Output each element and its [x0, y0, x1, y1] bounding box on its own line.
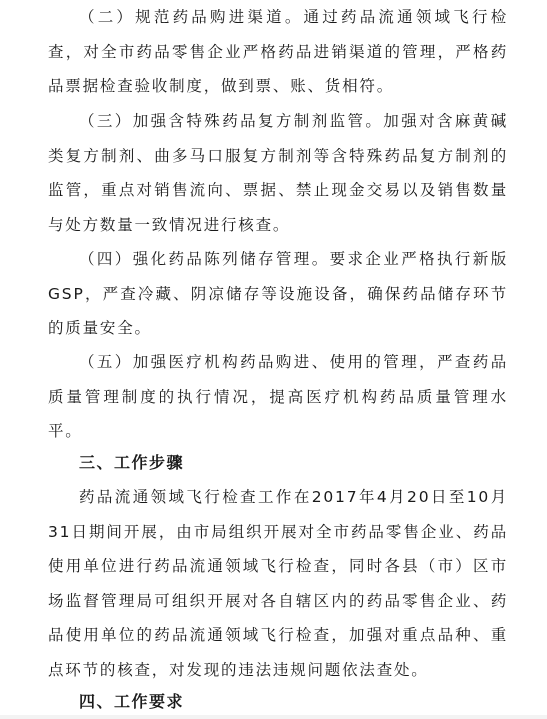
paragraph-work-steps: 药品流通领域飞行检查工作在2017年4月20日至10月31日期间开展，由市局组织开展对全市药品零售企业、药品使用单位进行药品流通领域飞行检查，同时各县（市）区市场监督管理局可组织开展对各自辖区内的药品零售企业、药品使用单位的药品流通领域飞行检查，加强对重点品种、重点环节的核查，对发现的违法违规问题依法查处。: [48, 488, 508, 679]
paragraph-procurement-channels: （二）规范药品购进渠道。通过药品流通领域飞行检查，对全市药品零售企业严格药品进销渠道的管理，严格药品票据检查验收制度，做到票、账、货相符。: [48, 8, 508, 95]
section-heading-work-requirements: 四、工作要求: [79, 692, 185, 711]
paragraph-medical-institutions: （五）加强医疗机构药品购进、使用的管理，严查药品质量管理制度的执行情况，提高医疗机构药品质量管理水平。: [48, 353, 508, 440]
page-bottom-edge: [0, 715, 547, 719]
paragraph-special-compound-preparations: （三）加强含特殊药品复方制剂监管。加强对含麻黄碱类复方制剂、曲多马口服复方制剂等含特殊药品复方制剂的监管，重点对销售流向、票据、禁止现金交易以及销售数量与处方数量一致情况进行核查。: [48, 112, 508, 234]
section-heading-work-steps: 三、工作步骤: [79, 453, 185, 472]
paragraph-display-storage: （四）强化药品陈列储存管理。要求企业严格执行新版GSP，严查冷藏、阴凉储存等设施设备，确保药品储存环节的质量安全。: [48, 250, 508, 337]
